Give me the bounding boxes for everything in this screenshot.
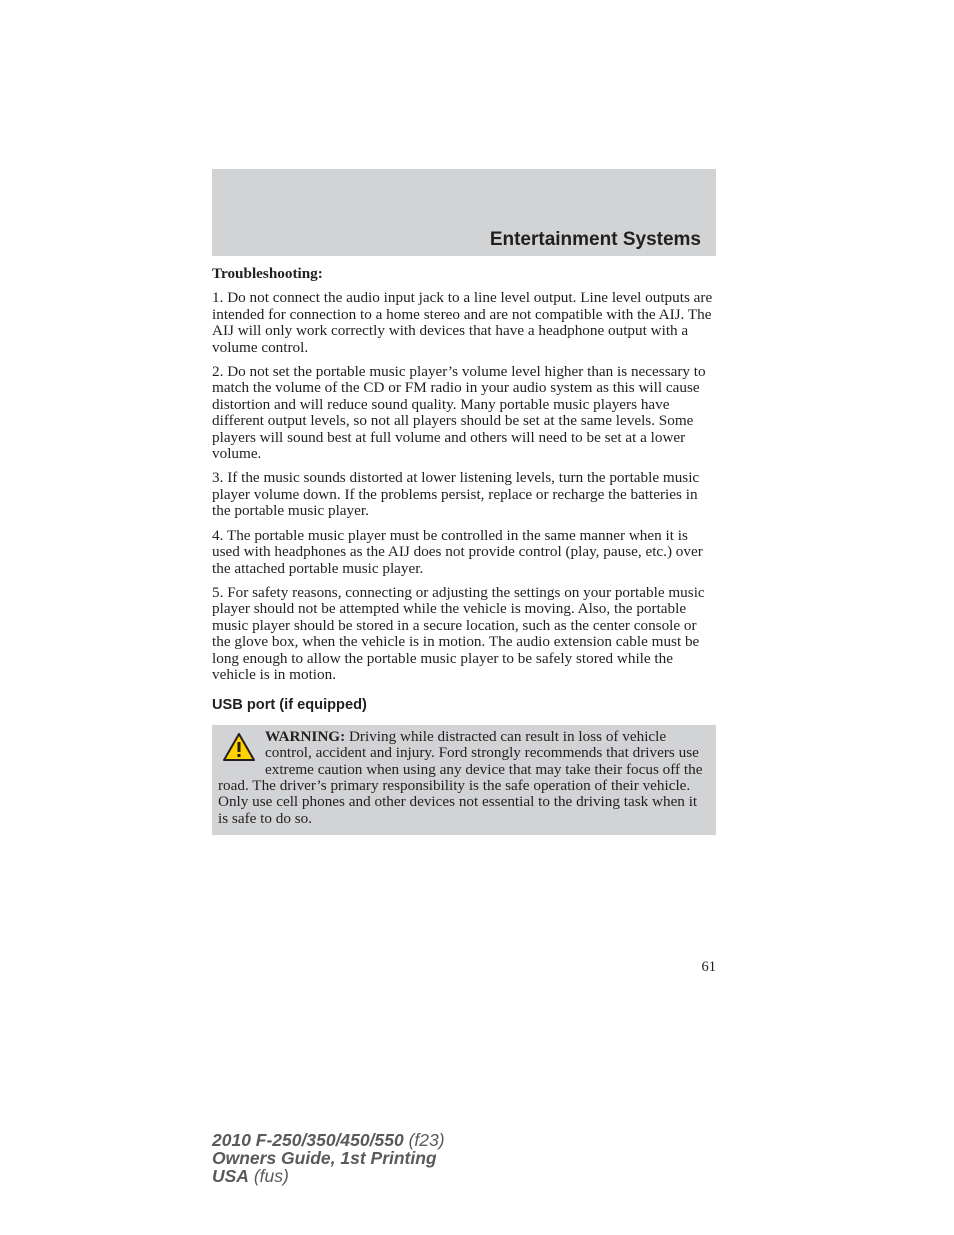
troubleshooting-item-4: 4. The portable music player must be controlled in the same manner when it is used with headphones as the AIJ does not provide control (play, pause, etc.) over the attached portable music player. xyxy=(212,526,703,577)
section-title: Entertainment Systems xyxy=(489,229,701,250)
page-content xyxy=(212,266,716,835)
page-number: 61 xyxy=(701,959,716,975)
footer-line-1: 2010 F-250/350/450/550 (f23) xyxy=(212,1130,445,1150)
troubleshooting-item-2: 2. Do not set the portable music player’s volume level higher than is necessary to match the volume of the CD or FM radio in your audio system as this will cause distortion and will reduce sound quality. Many portable music players have different output levels, so not all players should be set at the same levels. Some players will sound best at full volume and others will need to be set at a lower volume. xyxy=(212,363,706,463)
troubleshooting-item-5: 5. For safety reasons, connecting or adjusting the settings on your portable music player should not be attempted while the vehicle is moving. Also, the portable music player should be stored in a secure location, such as the center console or the glove box, when the vehicle is in motion. The audio extension cable must be long enough to allow the portable music player to be safely stored while the vehicle is in motion. xyxy=(212,583,705,683)
warning-triangle-icon xyxy=(222,732,256,762)
usb-port-heading: USB port (if equipped) xyxy=(212,697,367,714)
troubleshooting-item-3: 3. If the music sounds distorted at lower listening levels, turn the portable music player volume down. If the problems persist, replace or recharge the batteries in the portable music player. xyxy=(212,469,700,520)
warning-text: Driving while distracted can result in loss of vehicle control, accident and injury. Ford strongly recommends that drivers use extreme caution when using any device that may take their focus off the road. The driver’s primary responsibility is the safe operation of their vehicle. Only use cell phones and other devices not essential to the driving task when it is safe to do so. xyxy=(218,727,703,827)
troubleshooting-heading: Troubleshooting: xyxy=(212,265,323,282)
warning-label: WARNING: xyxy=(265,727,346,745)
warning-box xyxy=(212,725,716,835)
troubleshooting-item-1: 1. Do not connect the audio input jack to a line level output. Line level outputs are intended for connection to a home stereo and are not compatible with the AIJ. The AIJ will only work correctly with devices that have a headphone output with a volume control. xyxy=(212,289,713,356)
section-header-band xyxy=(212,169,716,256)
footer-line-3: USA (fus) xyxy=(212,1166,289,1186)
footer-line-2: Owners Guide, 1st Printing xyxy=(212,1148,437,1168)
document-footer xyxy=(212,1131,445,1185)
